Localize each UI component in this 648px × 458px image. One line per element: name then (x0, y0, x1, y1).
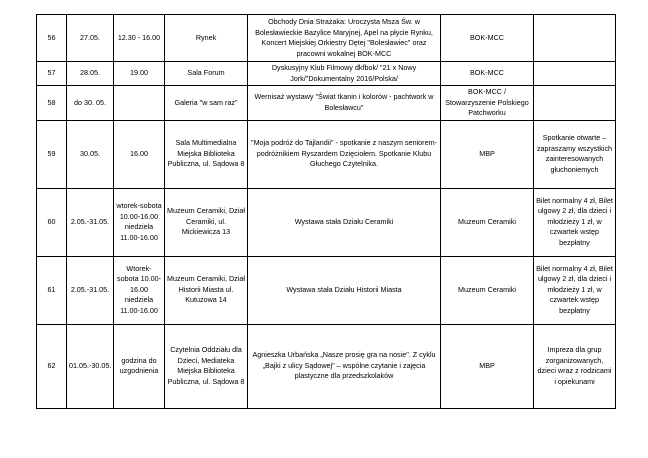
cell-venue: Czytelnia Oddziału dla Dzieci, Mediateka Miejska Biblioteka Publiczna, ul. Sądowa 8 (165, 324, 248, 408)
cell-organizer: BOK-MCC / Stowarzyszenie Polskiego Patchworku (441, 86, 534, 121)
cell-date: 30.05. (67, 120, 114, 188)
cell-event: Wystawa stała Działu Ceramiki (248, 188, 441, 256)
cell-date: do 30. 05. (67, 86, 114, 121)
table-row (37, 188, 616, 256)
cell-event: Obchody Dnia Strażaka: Uroczysta Msza Św. w Bolesławieckie Bazylice Maryjnej, Apel na płycie Rynku, Koncert Miejskiej Orkiestry Dętej "Bolesławiec" oraz pracowni wokalnej BOK-MCC (248, 15, 441, 62)
cell-venue: Muzeum Ceramiki, Dział Ceramiki, ul. Mickiewicza 13 (165, 188, 248, 256)
cell-venue: Sala Forum (165, 62, 248, 86)
cell-time: Wtorek-sobota 10.00-16.00 niedziela 11.00-16.00 (114, 256, 165, 324)
events-table (36, 14, 616, 409)
cell-organizer: MBP (441, 120, 534, 188)
cell-event: Dyskusyjny Klub Filmowy dkfbok/ "21 x Nowy Jork/"Dokumentalny 2016/Polska/ (248, 62, 441, 86)
table-row (37, 62, 616, 86)
cell-no: 58 (37, 86, 67, 121)
cell-notes: Bilet normalny 4 zł, Bilet ulgowy 2 zł, dla dzieci i młodzieży 1 zł, w czwartek wstęp bezpłatny (534, 188, 616, 256)
cell-time: wtorek-sobota 10.00-16.00 niedziela 11.00-16.00 (114, 188, 165, 256)
cell-date: 28.05. (67, 62, 114, 86)
cell-organizer: Muzeum Ceramiki (441, 188, 534, 256)
cell-date: 2.05.-31.05. (67, 188, 114, 256)
cell-notes: Bilet normalny 4 zł, Bilet ulgowy 2 zł, dla dzieci i młodzieży 1 zł, w czwartek wstęp bezpłatny (534, 256, 616, 324)
cell-date: 2.05.-31.05. (67, 256, 114, 324)
cell-date: 27.05. (67, 15, 114, 62)
cell-notes (534, 62, 616, 86)
cell-venue: Galeria "w sam raz" (165, 86, 248, 121)
cell-organizer: BOK-MCC (441, 15, 534, 62)
cell-no: 59 (37, 120, 67, 188)
cell-no: 60 (37, 188, 67, 256)
cell-notes (534, 15, 616, 62)
table-row (37, 256, 616, 324)
cell-venue: Rynek (165, 15, 248, 62)
cell-no: 61 (37, 256, 67, 324)
table-row (37, 324, 616, 408)
cell-notes: Spotkanie otwarte – zapraszamy wszystkich zainteresowanych głuchoniemych (534, 120, 616, 188)
cell-no: 57 (37, 62, 67, 86)
table-row (37, 86, 616, 121)
cell-no: 62 (37, 324, 67, 408)
cell-time: godzina do uzgodnienia (114, 324, 165, 408)
cell-event: Wystawa stała Działu Historii Miasta (248, 256, 441, 324)
cell-organizer: MBP (441, 324, 534, 408)
cell-time (114, 86, 165, 121)
cell-notes: Impreza dla grup zorganizowanych, dzieci wraz z rodzicami i opiekunami (534, 324, 616, 408)
cell-time: 19.00 (114, 62, 165, 86)
cell-event: Agnieszka Urbańska „Nasze prosię gra na nosie". Z cyklu „Bajki z ulicy Sądowej" – wspólne czytanie i zajęcia plastyczne dla przedszkolaków (248, 324, 441, 408)
cell-venue: Sala Multimedialna Miejska Biblioteka Publiczna, ul. Sądowa 8 (165, 120, 248, 188)
cell-event: "Moja podróż do Tajlandii" - spotkanie z naszym seniorem-podróżnikiem Ryszardem Dzięciołem. Spotkanie Klubu Głuchego Czytelnika. (248, 120, 441, 188)
cell-notes (534, 86, 616, 121)
table-row (37, 120, 616, 188)
cell-event: Wernisaż wystawy "Świat tkanin i kolorów - pachtwork w Bolesławcu" (248, 86, 441, 121)
cell-time: 16.00 (114, 120, 165, 188)
cell-venue: Muzeum Ceramiki, Dział Historii Miasta ul. Kutuzowa 14 (165, 256, 248, 324)
cell-date: 01.05.-30.05. (67, 324, 114, 408)
cell-time: 12.30 - 16.00 (114, 15, 165, 62)
cell-no: 56 (37, 15, 67, 62)
cell-organizer: BOK-MCC (441, 62, 534, 86)
cell-organizer: Muzeum Ceramiki (441, 256, 534, 324)
table-row (37, 15, 616, 62)
